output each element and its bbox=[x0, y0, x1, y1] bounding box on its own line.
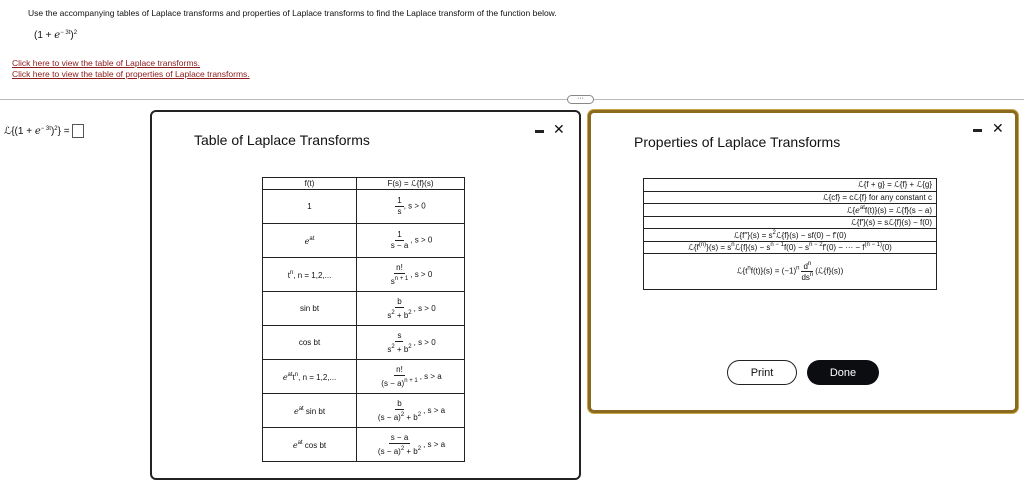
text-segment: 1 bbox=[397, 230, 402, 239]
euler-e: e bbox=[282, 373, 288, 382]
superscript: 2 bbox=[73, 30, 78, 36]
Fs-cell bbox=[357, 224, 465, 258]
done-button[interactable]: Done bbox=[807, 360, 879, 385]
text-segment: sin bt bbox=[299, 303, 320, 313]
superscript: n + 1 bbox=[404, 377, 418, 384]
Fs-cell bbox=[357, 394, 465, 428]
text-segment: } = bbox=[57, 125, 70, 137]
text-segment: b bbox=[397, 398, 402, 408]
properties-table bbox=[643, 178, 937, 290]
superscript: n bbox=[294, 372, 299, 378]
superscript: n + 1 bbox=[394, 275, 409, 282]
text-segment: ℒ{f}(s) − s bbox=[734, 243, 771, 253]
superscript: 2 bbox=[400, 411, 405, 418]
table-row bbox=[263, 428, 465, 462]
close-icon[interactable]: ✕ bbox=[992, 120, 1004, 136]
table-row bbox=[263, 292, 465, 326]
text-segment: ℒ{(1 + bbox=[4, 125, 35, 137]
denominator bbox=[389, 241, 411, 251]
text-segment: , s > a bbox=[423, 439, 446, 449]
print-button[interactable]: Print bbox=[727, 360, 797, 385]
text-segment: n! bbox=[396, 364, 403, 374]
superscript: 2 bbox=[772, 229, 776, 236]
text-segment: ℒ{cf} = cℒ{f} for any constant c bbox=[822, 192, 932, 202]
text-segment: sin bt bbox=[303, 407, 326, 416]
numerator bbox=[395, 297, 403, 308]
table-row bbox=[644, 241, 937, 254]
text-segment: t bbox=[292, 373, 295, 382]
text-segment: f(t)}(s) = (−1) bbox=[750, 266, 797, 276]
superscript: n bbox=[809, 272, 814, 278]
text-segment: (0) bbox=[882, 243, 892, 253]
superscript: 2 bbox=[408, 309, 412, 316]
numerator bbox=[801, 261, 813, 272]
text-segment: , s > 0 bbox=[410, 269, 433, 279]
text-segment: , s > 0 bbox=[413, 303, 436, 313]
denominator bbox=[395, 207, 403, 217]
answer-row bbox=[4, 124, 84, 138]
property-cell bbox=[644, 179, 937, 192]
fraction bbox=[376, 433, 423, 457]
property-cell bbox=[644, 204, 937, 217]
Fs-cell bbox=[357, 326, 465, 360]
text-segment: ℒ{f′′}(s) = s bbox=[733, 230, 773, 240]
superscript: n bbox=[796, 265, 800, 272]
denominator bbox=[799, 272, 815, 282]
ft-cell bbox=[263, 326, 357, 360]
text-segment: }(s) = s bbox=[706, 243, 732, 253]
text-segment: d bbox=[803, 262, 808, 271]
superscript: 2 bbox=[54, 125, 58, 132]
minimize-icon[interactable] bbox=[973, 129, 982, 132]
text-segment: , s > 0 bbox=[403, 201, 426, 211]
fraction bbox=[389, 230, 411, 251]
denominator bbox=[379, 376, 419, 389]
ft-cell bbox=[263, 394, 357, 428]
Fs-cell bbox=[357, 292, 465, 326]
superscript: 2 bbox=[400, 445, 405, 452]
numerator bbox=[395, 230, 403, 241]
table-row bbox=[263, 394, 465, 428]
text-segment: ℒ{f}(s) − sf(0) − f′(0) bbox=[775, 230, 847, 240]
table-row bbox=[263, 190, 465, 224]
numerator bbox=[394, 365, 405, 376]
text-segment: + b bbox=[394, 344, 409, 354]
text-segment: , n = 1,2,... bbox=[298, 373, 337, 382]
text-segment: ℒ{f′}(s) = sℒ{f}(s) − f(0) bbox=[850, 217, 932, 227]
text-segment: (s − a) bbox=[381, 378, 405, 388]
link-laplace-transforms-table[interactable]: Click here to view the table of Laplace transforms. bbox=[12, 58, 201, 68]
table-row bbox=[644, 204, 937, 217]
superscript: n − 2 bbox=[809, 242, 823, 249]
euler-e: e bbox=[304, 237, 310, 246]
fraction bbox=[395, 196, 403, 217]
euler-e: e bbox=[292, 441, 298, 450]
text-segment: ℒ{ bbox=[846, 205, 856, 215]
denominator bbox=[376, 444, 423, 457]
superscript: at bbox=[298, 406, 304, 412]
numerator bbox=[394, 263, 405, 274]
property-cell bbox=[644, 229, 937, 242]
column-header: f(t) bbox=[263, 178, 357, 190]
fraction bbox=[385, 297, 413, 321]
dialog-title: Table of Laplace Transforms bbox=[194, 132, 370, 148]
text-segment: s bbox=[390, 276, 395, 286]
text-segment: , s > a bbox=[423, 405, 446, 415]
numerator bbox=[395, 331, 403, 342]
superscript: n bbox=[289, 270, 294, 276]
column-header: F(s) = ℒ{f}(s) bbox=[357, 178, 465, 190]
euler-e: e bbox=[855, 205, 860, 215]
property-cell bbox=[644, 241, 937, 254]
table-row bbox=[644, 179, 937, 192]
Fs-cell bbox=[357, 428, 465, 462]
superscript: n bbox=[807, 261, 812, 267]
table-row bbox=[644, 254, 937, 290]
superscript: at bbox=[309, 236, 315, 242]
superscript: 2 bbox=[417, 445, 422, 452]
text-segment: f′(0) − ··· − f bbox=[822, 243, 865, 253]
table-row bbox=[263, 326, 465, 360]
text-segment: ℒ{f bbox=[688, 243, 699, 253]
transforms-table bbox=[262, 177, 465, 462]
ft-cell bbox=[263, 190, 357, 224]
text-segment: (ℒ{f}(s)) bbox=[815, 266, 844, 276]
text-segment: f(0) − s bbox=[783, 243, 810, 253]
text-segment: ) bbox=[70, 30, 74, 41]
text-segment: t bbox=[287, 271, 290, 280]
text-segment: cos bt bbox=[302, 441, 327, 450]
text-segment: , s > 0 bbox=[410, 235, 433, 245]
superscript: n − 1 bbox=[770, 242, 784, 249]
fraction bbox=[389, 263, 411, 287]
text-segment: s bbox=[397, 207, 402, 216]
text-segment: ℒ{f + g} = ℒ{f} + ℒ{g} bbox=[857, 180, 932, 190]
text-segment: ds bbox=[801, 273, 810, 282]
text-segment: cos bt bbox=[298, 337, 321, 347]
euler-e: e bbox=[34, 125, 41, 137]
denominator bbox=[385, 342, 413, 355]
superscript: 2 bbox=[391, 343, 395, 350]
links bbox=[12, 58, 250, 80]
text-segment: s − a bbox=[390, 432, 409, 442]
dialog-title: Properties of Laplace Transforms bbox=[634, 134, 841, 150]
text-segment: + b bbox=[404, 446, 418, 456]
denominator bbox=[385, 308, 413, 321]
function-expression bbox=[34, 30, 77, 41]
text-segment: , s > 0 bbox=[413, 337, 436, 347]
superscript: − 3t bbox=[60, 30, 71, 36]
text-segment: f(t)}(s) = ℒ{f}(s − a) bbox=[864, 205, 932, 215]
answer-expression bbox=[4, 126, 70, 137]
denominator bbox=[376, 410, 423, 423]
superscript: − 3t bbox=[40, 125, 51, 132]
text-segment: + b bbox=[404, 412, 418, 422]
text-segment: (1 + bbox=[34, 30, 55, 41]
superscript: at bbox=[287, 372, 293, 378]
text-segment: n! bbox=[396, 262, 403, 272]
text-segment: s − a bbox=[390, 241, 409, 250]
instruction-text: Use the accompanying tables of Laplace transforms and properties of Laplace transforms to find the Laplace transform of the function below. bbox=[28, 8, 557, 18]
ft-cell bbox=[263, 224, 357, 258]
text-segment: ℒ{t bbox=[736, 266, 748, 276]
text-segment: b bbox=[397, 296, 402, 306]
text-segment: 1 bbox=[397, 196, 402, 205]
Fs-cell bbox=[357, 190, 465, 224]
fraction bbox=[379, 365, 419, 389]
fraction bbox=[385, 331, 413, 355]
table-row bbox=[644, 229, 937, 242]
text-segment: s bbox=[397, 330, 402, 340]
property-cell bbox=[644, 254, 937, 290]
superscript: 2 bbox=[408, 343, 412, 350]
table-row bbox=[644, 216, 937, 229]
answer-input[interactable] bbox=[72, 124, 84, 138]
Fs-cell bbox=[357, 258, 465, 292]
Fs-cell bbox=[357, 360, 465, 394]
laplace-transforms-dialog bbox=[150, 110, 581, 480]
property-cell bbox=[644, 191, 937, 204]
table-row bbox=[263, 224, 465, 258]
superscript: at bbox=[859, 204, 865, 211]
text-segment: (s − a) bbox=[377, 446, 401, 456]
fraction bbox=[376, 399, 423, 423]
numerator bbox=[395, 196, 403, 207]
more-button[interactable]: ··· bbox=[567, 95, 594, 104]
text-segment: ) bbox=[50, 125, 55, 137]
superscript: n bbox=[731, 242, 735, 249]
property-cell bbox=[644, 216, 937, 229]
numerator bbox=[389, 433, 411, 444]
superscript: (n − 1) bbox=[864, 242, 883, 249]
numerator bbox=[395, 399, 403, 410]
fraction bbox=[799, 261, 815, 282]
denominator bbox=[389, 274, 411, 287]
text-segment: , n = 1,2,... bbox=[293, 271, 332, 280]
text-segment: s bbox=[387, 310, 392, 320]
minimize-icon[interactable] bbox=[535, 130, 544, 133]
divider bbox=[0, 99, 1024, 100]
euler-e: e bbox=[54, 30, 61, 41]
text-segment: s bbox=[387, 344, 392, 354]
text-segment: , s > a bbox=[419, 371, 442, 381]
superscript: at bbox=[297, 440, 303, 446]
link-laplace-properties-table[interactable]: Click here to view the table of properties of Laplace transforms. bbox=[12, 69, 250, 79]
ft-cell bbox=[263, 428, 357, 462]
table-row bbox=[644, 191, 937, 204]
table-row bbox=[263, 258, 465, 292]
table-row bbox=[263, 360, 465, 394]
text-segment: 1 bbox=[307, 201, 312, 211]
superscript: n bbox=[747, 265, 751, 272]
ft-cell bbox=[263, 292, 357, 326]
superscript: 2 bbox=[391, 309, 395, 316]
euler-e: e bbox=[293, 407, 299, 416]
text-segment: (s − a) bbox=[377, 412, 401, 422]
laplace-properties-dialog bbox=[588, 110, 1018, 413]
close-icon[interactable]: ✕ bbox=[553, 121, 565, 137]
superscript: (n) bbox=[698, 242, 707, 249]
text-segment: + b bbox=[394, 310, 409, 320]
ft-cell bbox=[263, 258, 357, 292]
superscript: 2 bbox=[417, 411, 422, 418]
ft-cell bbox=[263, 360, 357, 394]
